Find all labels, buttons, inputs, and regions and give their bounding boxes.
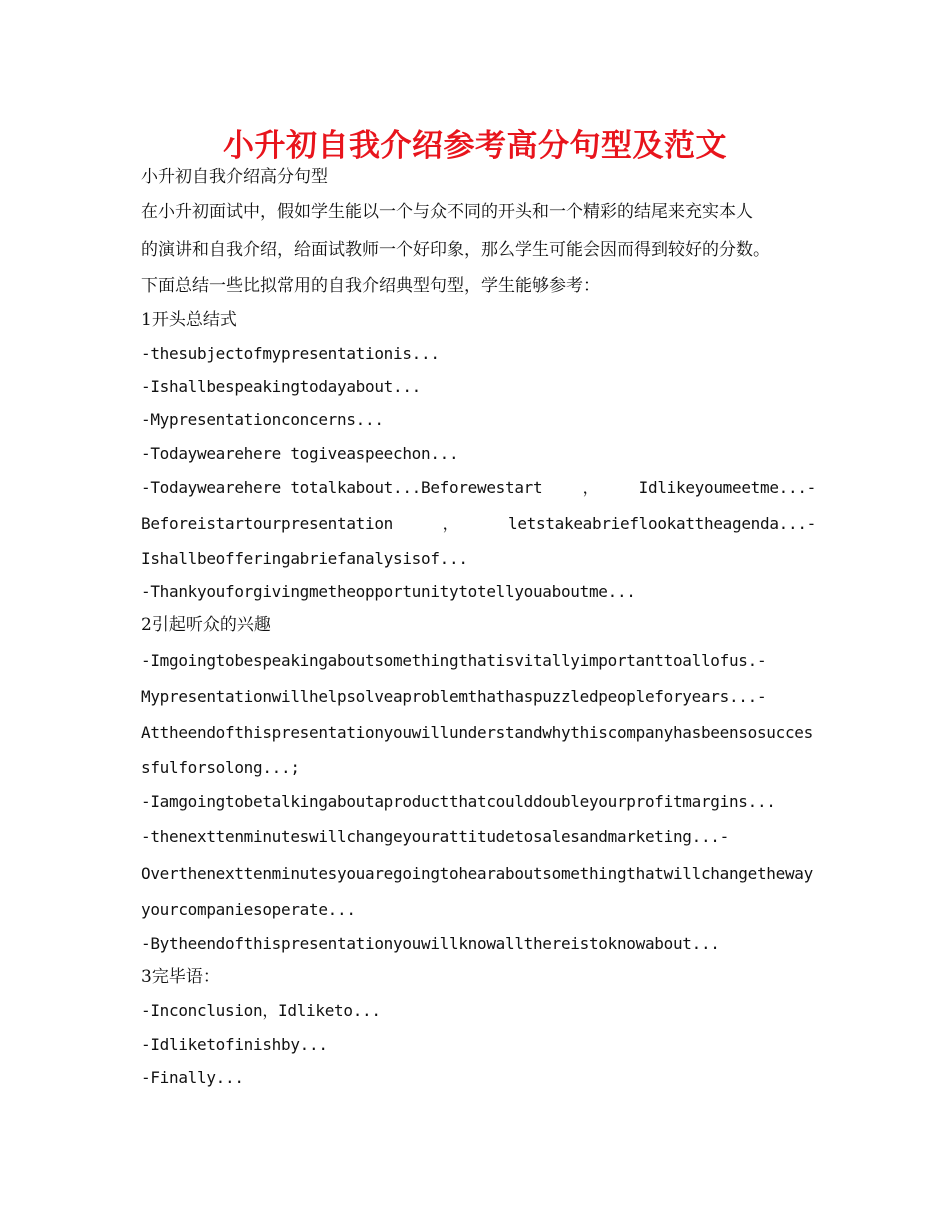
paragraph-line: 的演讲和自我介绍，给面试教师一个好印象，那么学生可能会因而得到较好的分数。	[141, 240, 770, 260]
phrase-line	[141, 506, 816, 542]
phrase-line: Overthenexttenminutesyouaregoingtohearaboutsomethingthatwillchangetheway	[141, 864, 813, 883]
section-heading: 小升初自我介绍高分句型	[141, 167, 328, 187]
phrase-segment: ，	[582, 478, 599, 497]
subheading: 2引起听众的兴趣	[141, 615, 271, 635]
phrase-line	[141, 470, 816, 506]
phrase-segment: -Todaywearehere totalkabout...Beforewestart	[141, 478, 543, 497]
phrase-segment: Beforeistartourpresentation	[141, 514, 393, 533]
phrase-line: sfulforsolong...;	[141, 758, 300, 777]
phrase-segment: Idlikeyoumeetme...-	[638, 478, 816, 497]
phrase-line: -Inconclusion，Idliketo...	[141, 1001, 381, 1020]
document-body	[141, 162, 816, 1094]
phrase-line: -Finally...	[141, 1068, 244, 1087]
phrase-line: -Mypresentationconcerns...	[141, 410, 384, 429]
phrase-line: Mypresentationwillhelpsolveaproblemthathaspuzzledpeopleforyears...-	[141, 687, 767, 706]
subheading: 3完毕语：	[141, 967, 220, 987]
phrase-segment: letstakeabrieflookattheagenda...-	[508, 514, 816, 533]
phrase-line: yourcompaniesoperate...	[141, 900, 356, 919]
paragraph-line: 下面总结一些比拟常用的自我介绍典型句型，学生能够参考：	[141, 276, 600, 296]
phrase-line: -Thankyouforgivingmetheopportunitytotellyouaboutme...	[141, 582, 636, 601]
phrase-line: -Iamgoingtobetalkingaboutaproductthatcoulddoubleyourprofitmargins...	[141, 792, 776, 811]
phrase-line: -Todaywearehere togiveaspeechon...	[141, 444, 459, 463]
subheading: 1开头总结式	[141, 310, 237, 330]
phrase-line: -thenexttenminuteswillchangeyourattitudetosalesandmarketing...-	[141, 827, 729, 846]
phrase-segment: ，	[442, 514, 459, 533]
phrase-line: Ishallbeofferingabriefanalysisof...	[141, 549, 468, 568]
phrase-line: -Imgoingtobespeakingaboutsomethingthatisvitallyimportanttoallofus.-	[141, 651, 767, 670]
document-title: 小升初自我介绍参考高分句型及范文	[223, 128, 727, 164]
phrase-line: -Idliketofinishby...	[141, 1035, 328, 1054]
phrase-line: Attheendofthispresentationyouwillunderstandwhythiscompanyhasbeensosucces	[141, 723, 813, 742]
phrase-line: -Ishallbespeakingtodayabout...	[141, 377, 421, 396]
phrase-line: -thesubjectofmypresentationis...	[141, 344, 440, 363]
paragraph-line: 在小升初面试中，假如学生能以一个与众不同的开头和一个精彩的结尾来充实本人	[141, 202, 753, 222]
phrase-line: -Bytheendofthispresentationyouwillknowallthereistoknowabout...	[141, 934, 720, 953]
